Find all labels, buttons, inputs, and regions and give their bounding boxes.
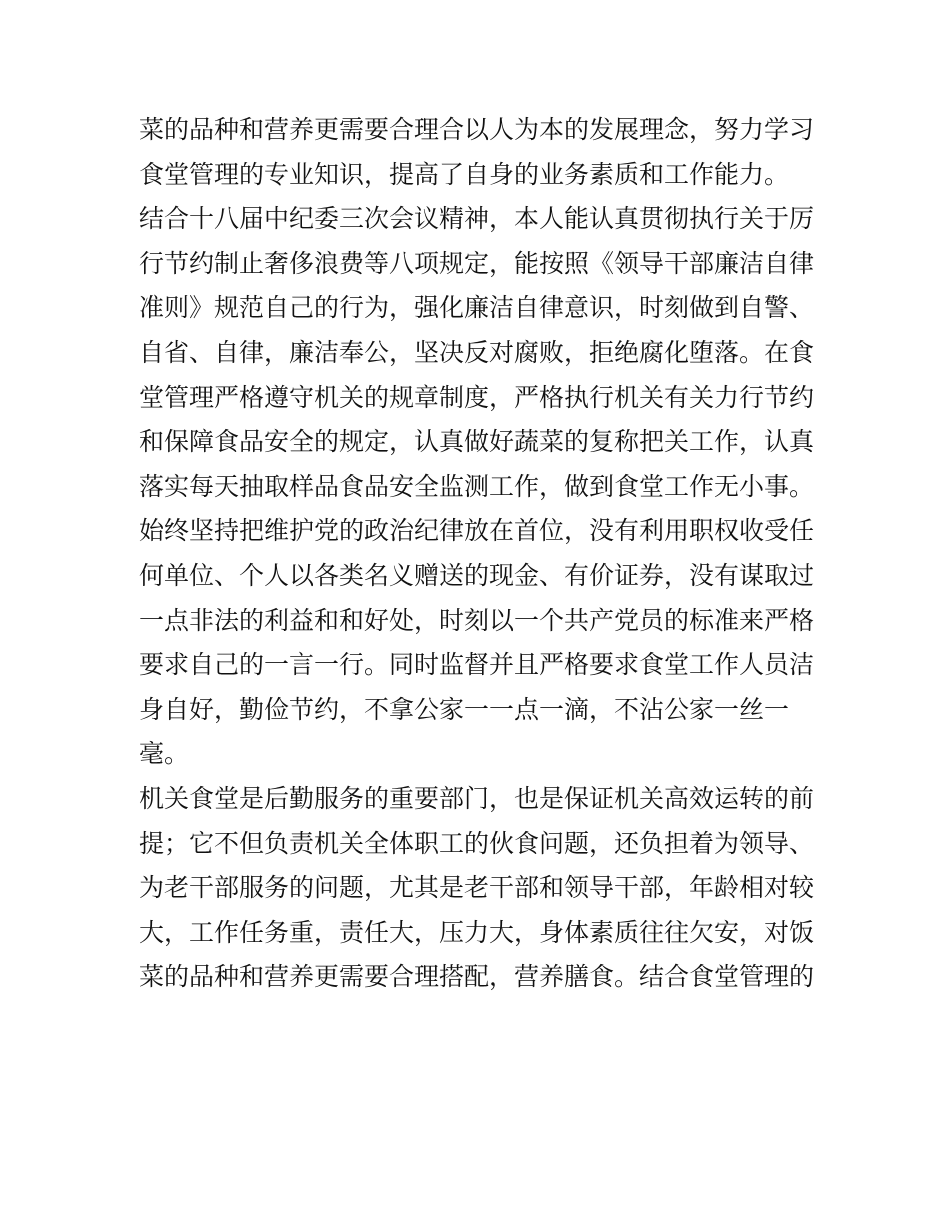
text-line: 一点非法的利益和和好处，时刻以一个共产党员的标准来严格 (139, 605, 815, 635)
text-line: 提；它不但负责机关全体职工的伙食问题，还负担着为领导、 (139, 828, 815, 858)
text-line: 始终坚持把维护党的政治纪律放在首位，没有利用职权收受任 (139, 516, 815, 546)
text-line: 自省、自律，廉洁奉公，坚决反对腐败，拒绝腐化堕落。在食 (139, 337, 815, 367)
text-line: 结合十八届中纪委三次会议精神，本人能认真贯彻执行关于厉 (139, 204, 815, 234)
text-line: 毫。 (139, 739, 190, 769)
text-line: 食堂管理的专业知识，提高了自身的业务素质和工作能力。 (139, 159, 790, 189)
body-text (139, 108, 819, 1000)
text-line: 和保障食品安全的规定，认真做好蔬菜的复称把关工作，认真 (139, 427, 815, 457)
text-line: 要求自己的一言一行。同时监督并且严格要求食堂工作人员洁 (139, 650, 815, 680)
text-line: 堂管理严格遵守机关的规章制度，严格执行机关有关力行节约 (139, 382, 815, 412)
text-line: 菜的品种和营养更需要合理搭配，营养膳食。结合食堂管理的 (139, 962, 815, 992)
text-line: 准则》规范自己的行为，强化廉洁自律意识，时刻做到自警、 (139, 293, 815, 323)
text-line: 何单位、个人以各类名义赠送的现金、有价证券，没有谋取过 (139, 560, 815, 590)
text-line: 为老干部服务的问题，尤其是老干部和领导干部，年龄相对较 (139, 873, 815, 903)
text-line: 机关食堂是后勤服务的重要部门，也是保证机关高效运转的前 (139, 783, 815, 813)
text-line: 身自好，勤俭节约，不拿公家一一点一滴，不沾公家一丝一 (139, 694, 790, 724)
text-line: 行节约制止奢侈浪费等八项规定，能按照《领导干部廉洁自律 (139, 248, 815, 278)
text-line: 落实每天抽取样品食品安全监测工作，做到食堂工作无小事。 (139, 471, 815, 501)
text-line: 大，工作任务重，责任大，压力大，身体素质往往欠安，对饭 (139, 917, 815, 947)
text-line: 菜的品种和营养更需要合理合以人为本的发展理念，努力学习 (139, 115, 815, 144)
